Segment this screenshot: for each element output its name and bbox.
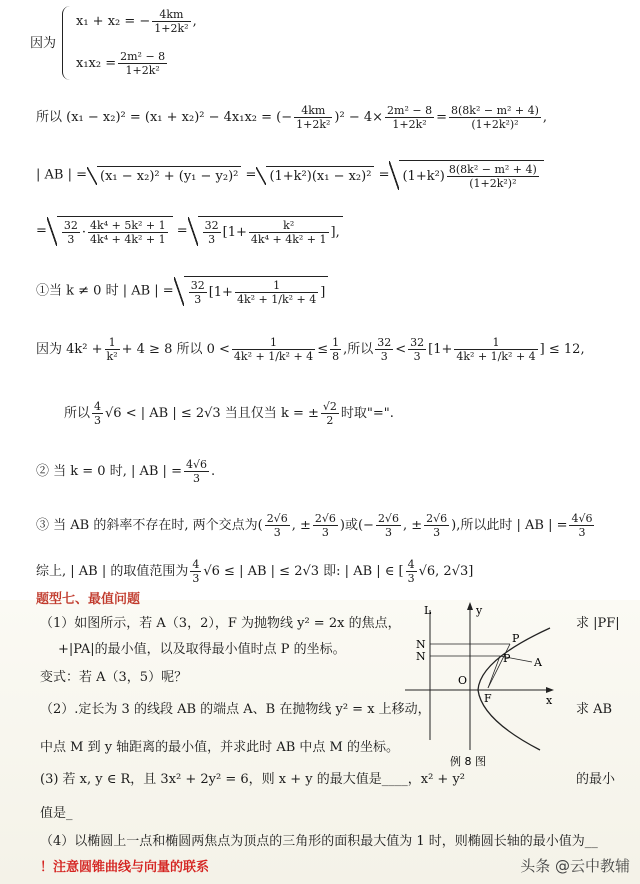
label-n2: N [416, 650, 426, 663]
problem-3-line-b: 值是_ [40, 806, 73, 821]
ab-simplified-equation: = $\frac{32}{3}$ · $\frac{\text{4k⁴ + 5k² + 1}}{\text{4k⁴ + 4k² + 1}}$ = $\frac{32}{3}$ [1+ $\frac{\text{k²}}{\text{4k⁴ + 4k² + 1}}$ ], [36, 216, 343, 246]
ab-length-equation: | AB | = (x₁ − x₂)² + (y₁ − y₂)² = (1+k²)(x₁ − x₂)² = (1+k²) $\frac{\text{8(8k² − m² + 4)}}{\text{(1+2k²)²}}$ [36, 160, 544, 190]
parabola-curve [478, 628, 550, 750]
problem-2-line-a-right: 求 AB [576, 702, 613, 717]
system-brace [62, 6, 71, 80]
label-p2: P [503, 652, 511, 665]
note-line: ！注意圆锥曲线与向量的联系 [40, 860, 210, 875]
label-n1: N [416, 638, 426, 651]
label-a: A [534, 656, 542, 669]
case-two-line: ② 当 k = 0 时, | AB | = $\frac{4√6}{3}$ . [36, 458, 216, 485]
watermark: 头条 @云中教辅 [520, 857, 630, 875]
summary-line: 综上, | AB | 的取值范围为 $\frac{4}{3}$ √6 ≤ | AB | ≤ 2√3 即: | AB | ∈ [ $\frac{4}{3}$ √6, 2√3] [36, 558, 474, 585]
problem-1-line-b: +|PA|的最小值，以及取得最小值时点 P 的坐标。 [58, 642, 346, 657]
label-o: O [458, 674, 468, 687]
diff-squared-equation: 所以 (x₁ − x₂)² = (x₁ + x₂)² − 4x₁x₂ = (− $\frac{4km}{\text{1+2k²}}$ )² − 4× $\frac{\text{2m² − 8}}{\text{1+2k²}}$ = $\frac{\text{8(8k² − m² + 4)}}{\text{(1+2k²)²}}$ , [36, 104, 548, 131]
case-one-line: ①当 k ≠ 0 时 | AB | = $\frac{32}{3}$ [1+ $\frac{1}{\text{4k² + 1/k² + 4}}$ ] [36, 276, 328, 306]
sum-equation: x₁ + x₂ = − $\frac{4km}{\text{1+2k²}}$ , [76, 8, 197, 35]
because-label: 因为 [30, 36, 57, 51]
y-axis-arrow [467, 602, 473, 610]
case-one-result-line: 所以 $\frac{4}{3}$ √6 < | AB | ≤ 2√3 当且仅当 k = ± $\frac{√2}{2}$ 时取"=". [64, 400, 394, 427]
problem-4-line: （4）以椭圆上一点和椭圆两焦点为顶点的三角形的面积最大值为 1 时，则椭圆长轴的最小值为__ [40, 834, 598, 849]
problem-1-line-a-right: 求 |PF| [576, 616, 620, 631]
section-title: 题型七、最值问题 [36, 592, 141, 607]
problem-2-line-b: 中点 M 到 y 轴距离的最小值，并求此时 AB 中点 M 的坐标。 [40, 740, 399, 755]
figure-caption: 例 8 图 [450, 755, 486, 768]
label-f: F [484, 692, 492, 705]
problem-3-line-a: (3) 若 x, y ∈ R，且 3x² + 2y² = 6，则 x + y 的最大值是____，x² + y² [40, 772, 466, 787]
segment-fp1 [488, 644, 510, 688]
label-l: L [424, 604, 432, 617]
label-x: x [546, 694, 553, 707]
problem-1-line-a: （1）如图所示，若 A（3，2），F 为抛物线 y² = 2x 的焦点， [40, 616, 401, 631]
product-equation: x₁x₂ = $\frac{\text{2m² − 8}}{\text{1+2k²}}$ [76, 50, 166, 77]
label-p1: P [512, 632, 520, 645]
parabola-figure [400, 600, 590, 770]
problem-3-line-a-right: 的最小 [576, 772, 616, 787]
segment-fp2 [488, 656, 500, 688]
problem-2-line-a: （2）.定长为 3 的线段 AB 的端点 A、B 在抛物线 y² = x 上移动， [40, 702, 431, 717]
problem-1-variant: 变式：若 A（3，5）呢？ [40, 670, 188, 685]
case-three-line: ③ 当 AB 的斜率不存在时, 两个交点为( $\frac{2√6}{3}$ , ± $\frac{2√6}{3}$ )或(− $\frac{2√6}{3}$ , ± $\frac{2√6}{3}$ ),所以此时 | AB | = $\frac{4√6}{3}$ [36, 512, 593, 539]
case-one-bound-line: 因为 4k² + $\frac{1}{\text{k²}}$ + 4 ≥ 8 所以 0 < $\frac{1}{\text{4k² + 1/k² + 4}}$ ≤ $\frac{1}{8}$ ,所以 $\frac{32}{3}$ < $\frac{32}{3}$ [1+ $\frac{1}{\text{4k² + 1/k² + 4}}$ ] ≤ 12, [36, 336, 585, 363]
x-axis-arrow [546, 687, 554, 693]
parabola-diagram [400, 600, 590, 770]
label-y: y [476, 604, 483, 617]
